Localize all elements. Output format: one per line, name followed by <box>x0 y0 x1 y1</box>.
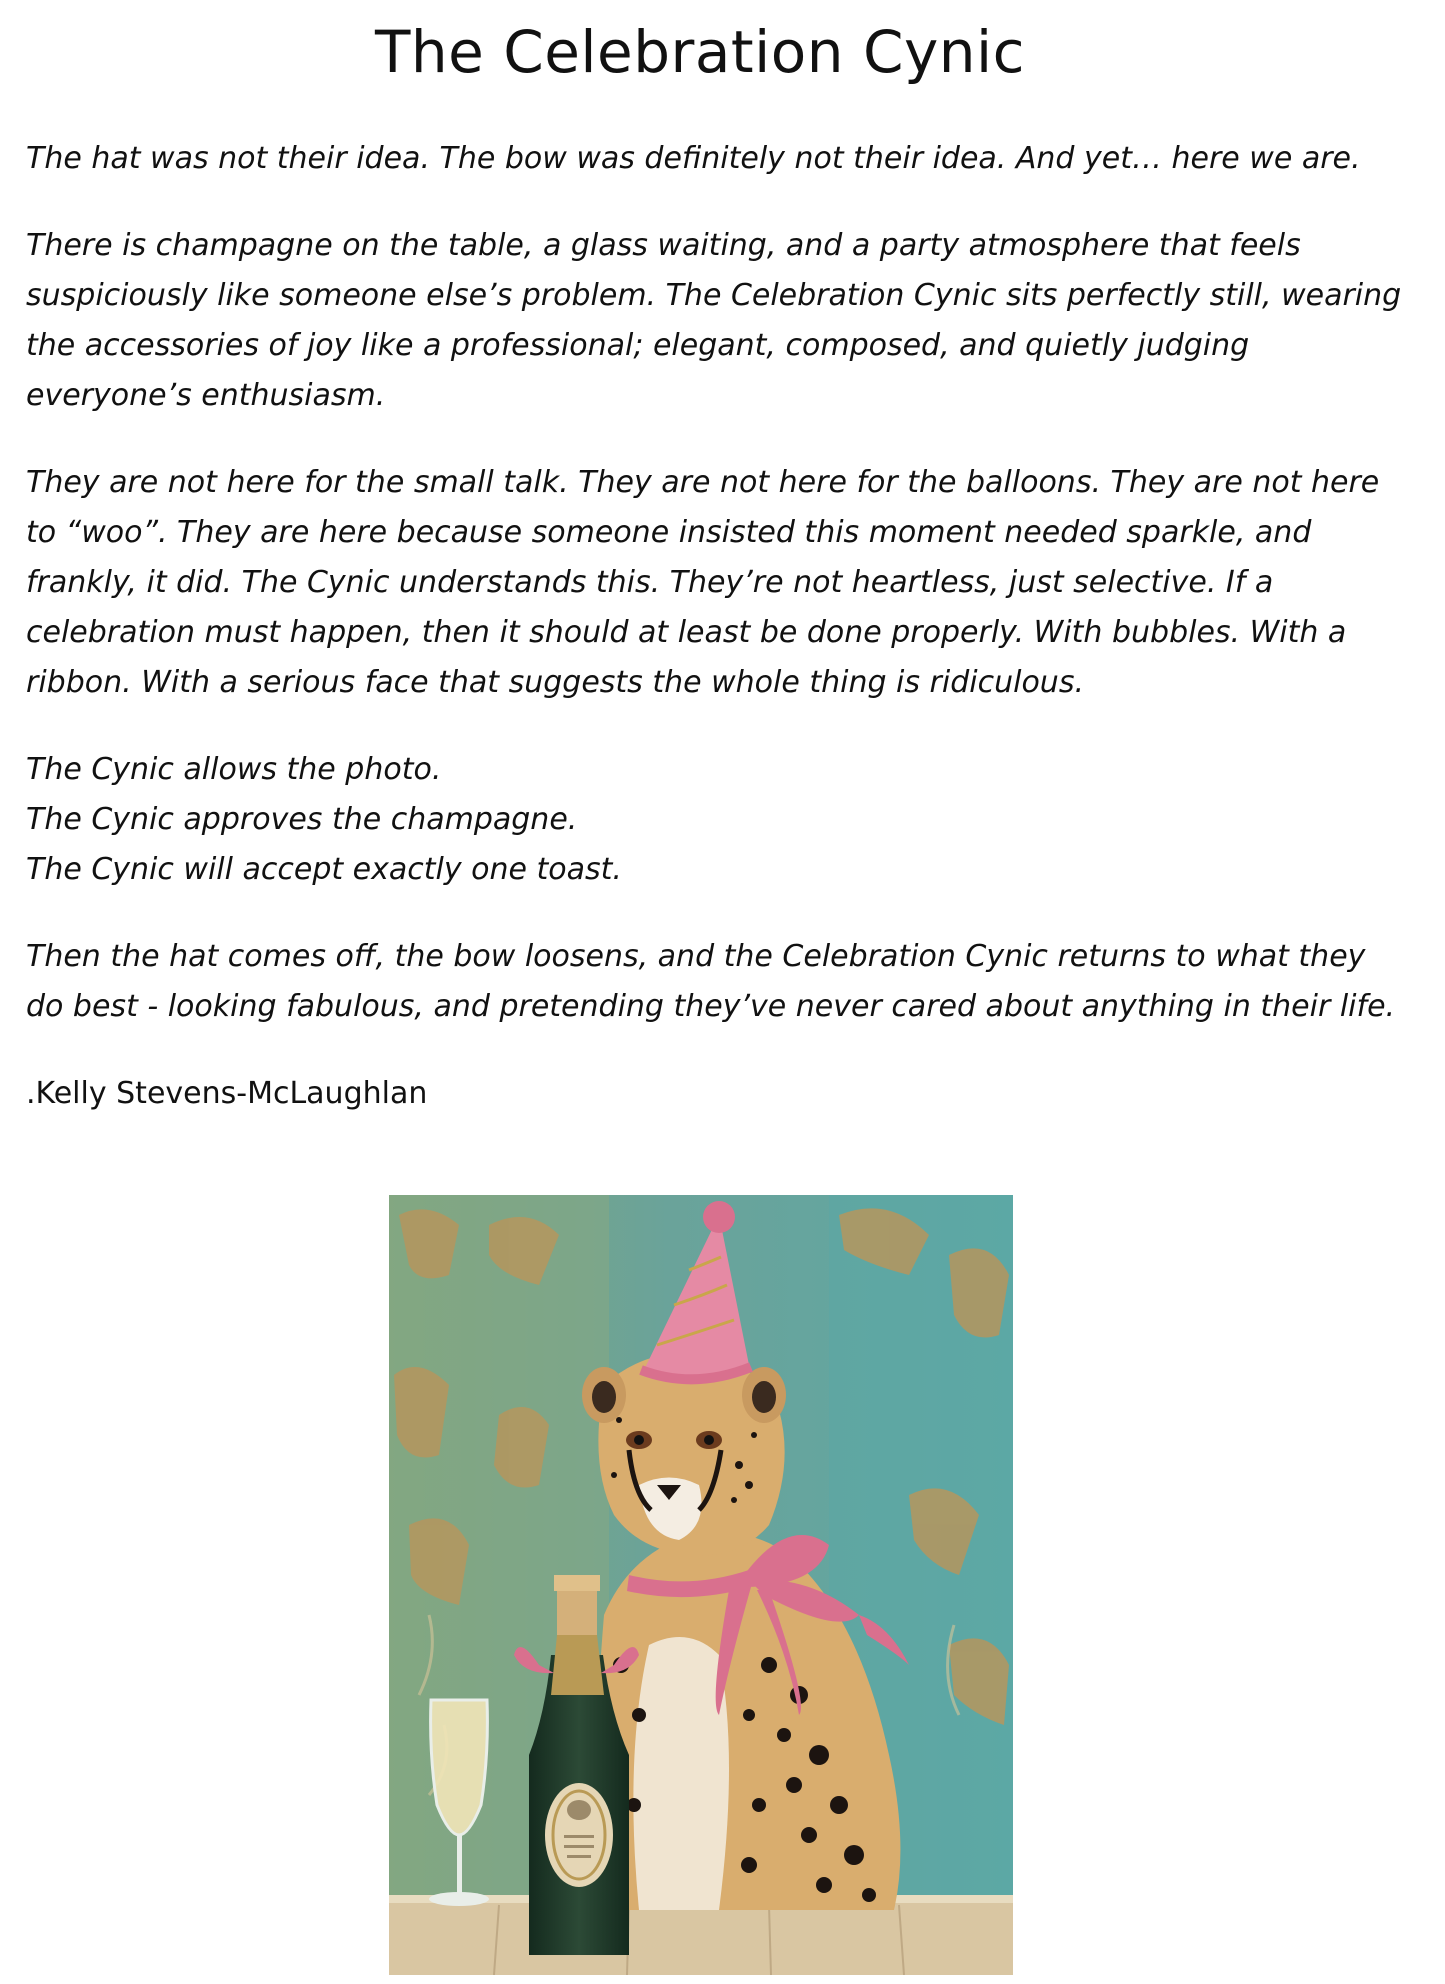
line: The Cynic approves the champagne. <box>26 802 578 837</box>
author-signature: .Kelly Stevens-McLaughlan <box>26 1076 428 1111</box>
short-lines <box>26 745 1411 895</box>
paragraph: They are not here for the small talk. They are not here for the balloons. They are not here to “woo”. They are here because someone insisted this moment needed sparkle, and frankly, it did. The Cynic understands this. They’re not heartless, just selective. If a celebration must happen, then it should at least be done properly. With bubbles. With a ribbon. With a serious face that suggests the whole thing is ridiculous. <box>26 465 1380 700</box>
paragraph: Then the hat comes off, the bow loosens, and the Celebration Cynic returns to what they do best - looking fabulous, and pretending they’ve never cared about anything in their life. <box>26 939 1396 1024</box>
line: The Cynic will accept exactly one toast. <box>26 852 622 887</box>
page-title: The Celebration Cynic <box>374 18 1026 86</box>
paragraph: There is champagne on the table, a glass waiting, and a party atmosphere that feels suspiciously like someone else’s problem. The Celebration Cynic sits perfectly still, wearing the accessories of joy like a professional; elegant, composed, and quietly judging everyone’s enthusiasm. <box>26 228 1402 413</box>
cheetah-painting <box>389 1195 1013 1975</box>
line: The Cynic allows the photo. <box>26 752 442 787</box>
story-body <box>26 134 1411 1156</box>
painting-illustration <box>389 1195 1013 1975</box>
paragraph: The hat was not their idea. The bow was definitely not their idea. And yet… here we are. <box>26 141 1361 176</box>
